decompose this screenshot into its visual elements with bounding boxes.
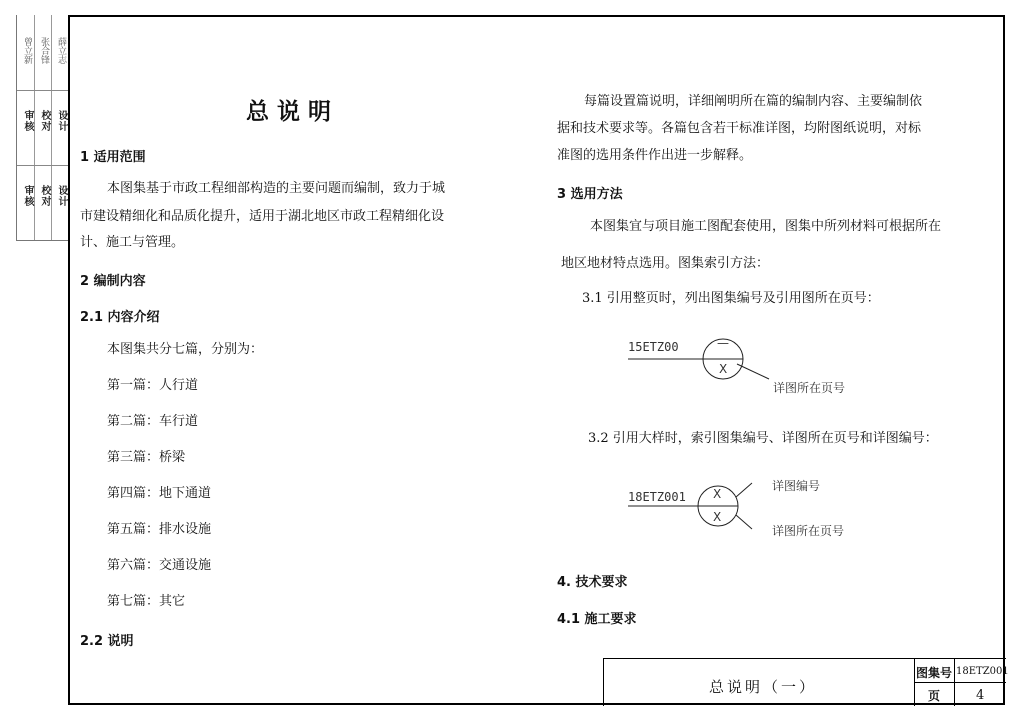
chapter-item: 第二篇：车行道 xyxy=(107,414,199,429)
section-3-2-text: 3.2 引用大样时，索引图集编号、详图所在页号和详图编号： xyxy=(588,431,938,446)
strip-label-check: 校对 xyxy=(39,110,50,132)
page-number: 4 xyxy=(976,688,985,703)
section-2-1-intro: 本图集共分七篇，分别为： xyxy=(107,342,264,357)
strip-label-review-2: 审核 xyxy=(22,185,33,207)
chapter-item: 第一篇：人行道 xyxy=(107,378,199,393)
right-line-1: 每篇设置篇说明，详细阐明所在篇的编制内容、主要编制依 xyxy=(584,94,923,109)
section-1-line-3: 计、施工与管理。 xyxy=(80,235,185,250)
title-block xyxy=(603,658,1009,706)
section-4-heading: 4. 技术要求 xyxy=(557,575,628,590)
section-3-line-2: 地区地材特点选用。图集索引方法： xyxy=(561,256,770,271)
atlas-number-label: 图集号 xyxy=(916,666,953,680)
section-2-2-heading: 2.2 说明 xyxy=(80,634,134,649)
chapter-item: 第三篇：桥梁 xyxy=(107,450,186,465)
approval-strip xyxy=(16,15,69,241)
diagram-1-bottom: X xyxy=(719,362,728,376)
chapter-item: 第六篇：交通设施 xyxy=(107,558,212,573)
signature-2: 张合锋 xyxy=(39,37,49,64)
diagram-2-note-top: 详图编号 xyxy=(772,479,821,493)
right-line-3: 准图的选用条件作出进一步解释。 xyxy=(557,148,753,163)
strip-label-check-2: 校对 xyxy=(39,185,50,207)
section-3-line-1: 本图集宜与项目施工图配套使用，图集中所列材料可根据所在 xyxy=(590,219,942,234)
title-block-title: 总说明（一） xyxy=(709,678,818,696)
strip-label-review: 审核 xyxy=(22,110,33,132)
drawing-border xyxy=(68,15,1005,705)
section-2-heading: 2 编制内容 xyxy=(80,274,146,289)
diagram-2-code: 18ETZ001 xyxy=(628,490,686,504)
signature-3: 薛立志 xyxy=(56,37,66,64)
page-label: 页 xyxy=(928,689,941,703)
chapter-item: 第七篇：其它 xyxy=(107,594,186,609)
diagram-2-note-bottom: 详图所在页号 xyxy=(772,524,845,538)
section-4-1-heading: 4.1 施工要求 xyxy=(557,612,637,627)
chapter-item: 第五篇：排水设施 xyxy=(107,522,212,537)
diagram-1-leader xyxy=(735,362,775,382)
signature-1: 曾立新 xyxy=(22,37,32,64)
diagram-1-note: 详图所在页号 xyxy=(773,381,846,395)
section-3-heading: 3 选用方法 xyxy=(557,187,623,202)
diagram-2-bottom: X xyxy=(713,510,722,524)
atlas-number-value: 18ETZ001 xyxy=(956,666,1009,677)
chapter-item: 第四篇：地下通道 xyxy=(107,486,212,501)
section-1-line-2: 市建设精细化和品质化提升，适用于湖北地区市政工程精细化设 xyxy=(80,209,445,224)
index-diagram-2 xyxy=(620,475,780,535)
section-1-line-1: 本图集基于市政工程细部构造的主要问题而编制，致力于城 xyxy=(107,181,446,196)
diagram-2-top: X xyxy=(713,487,722,501)
diagram-1-top: — xyxy=(717,336,729,350)
diagram-1-code: 15ETZ00 xyxy=(628,340,679,354)
section-1-heading: 1 适用范围 xyxy=(80,150,146,165)
strip-label-design-2: 设计 xyxy=(56,185,67,207)
section-3-1-text: 3.1 引用整页时，列出图集编号及引用图所在页号： xyxy=(582,291,880,306)
right-line-2: 据和技术要求等。各篇包含若干标准详图，均附图纸说明，对标 xyxy=(557,121,922,136)
page-title: 总说明 xyxy=(246,99,339,125)
section-2-1-heading: 2.1 内容介绍 xyxy=(80,310,160,325)
strip-label-design: 设计 xyxy=(56,110,67,132)
